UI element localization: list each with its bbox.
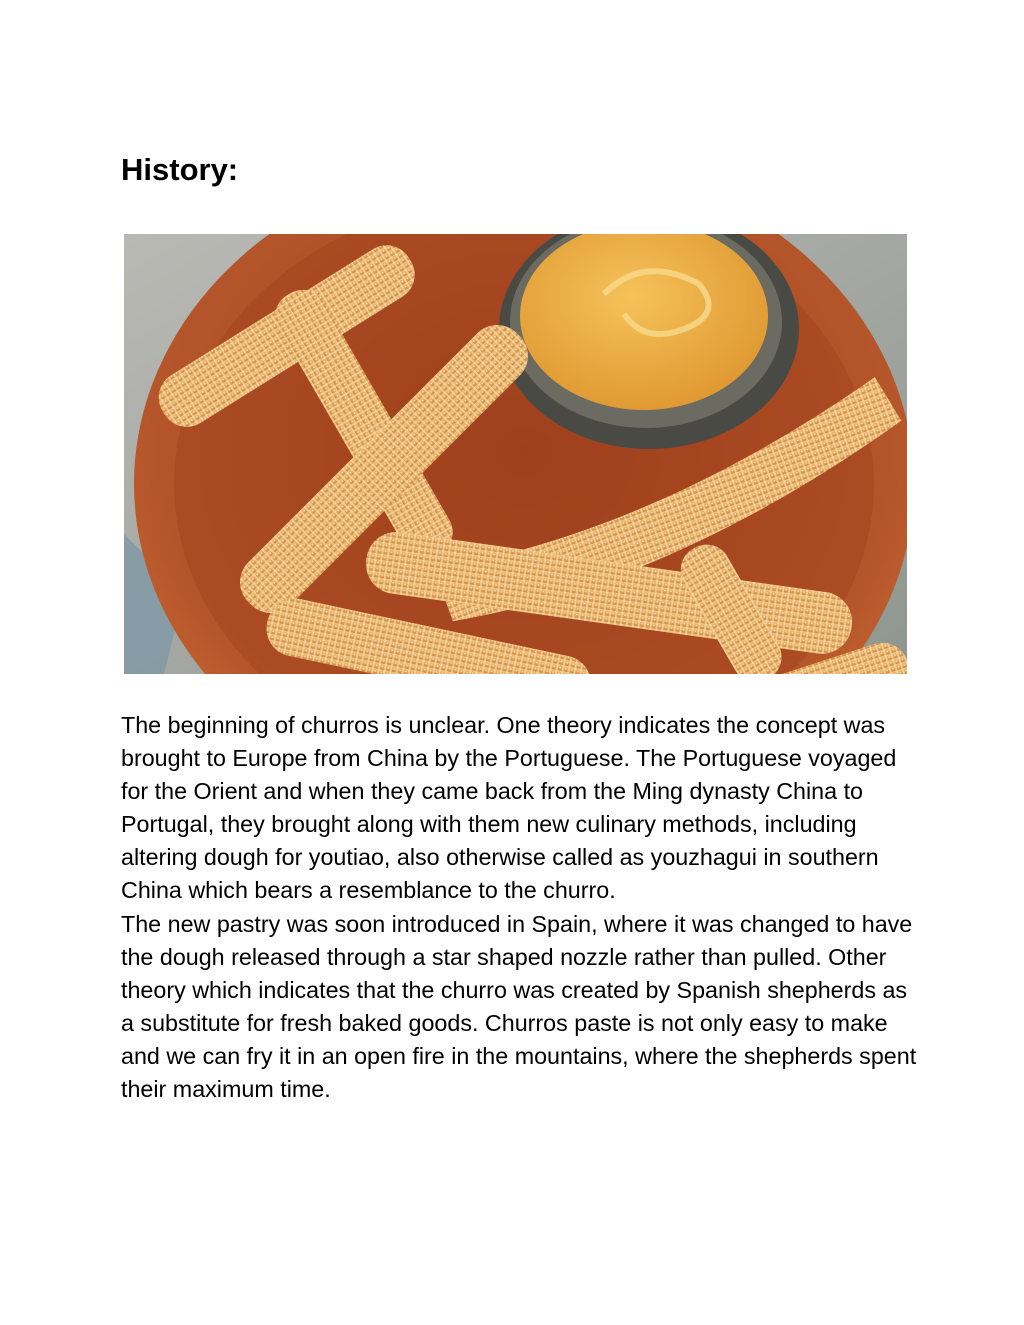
paragraph-origins: The beginning of churros is unclear. One theory indicates the concept was brought to Europe from China by the Portuguese. The Portuguese voyaged for the Orient and when they came back from the Ming dynasty China to Portugal, they brought along with them new culinary methods, including altering dough for youtiao, also otherwise called as youzhagui in southern China which bears a resemblance to the churro. <box>121 712 897 904</box>
churros-photo <box>124 234 907 674</box>
section-heading: History: <box>121 152 239 187</box>
paragraph-spain: The new pastry was soon introduced in Spain, where it was changed to have the dough released through a star shaped nozzle rather than pulled. Other theory which indicates that the churro was created by Spanish shepherds as a substitute for fresh baked goods. Churros paste is not only easy to make and we can fry it in an open fire in the mountains, where the shepherds spent their maximum time. <box>121 910 917 1103</box>
body-text <box>121 709 921 1106</box>
